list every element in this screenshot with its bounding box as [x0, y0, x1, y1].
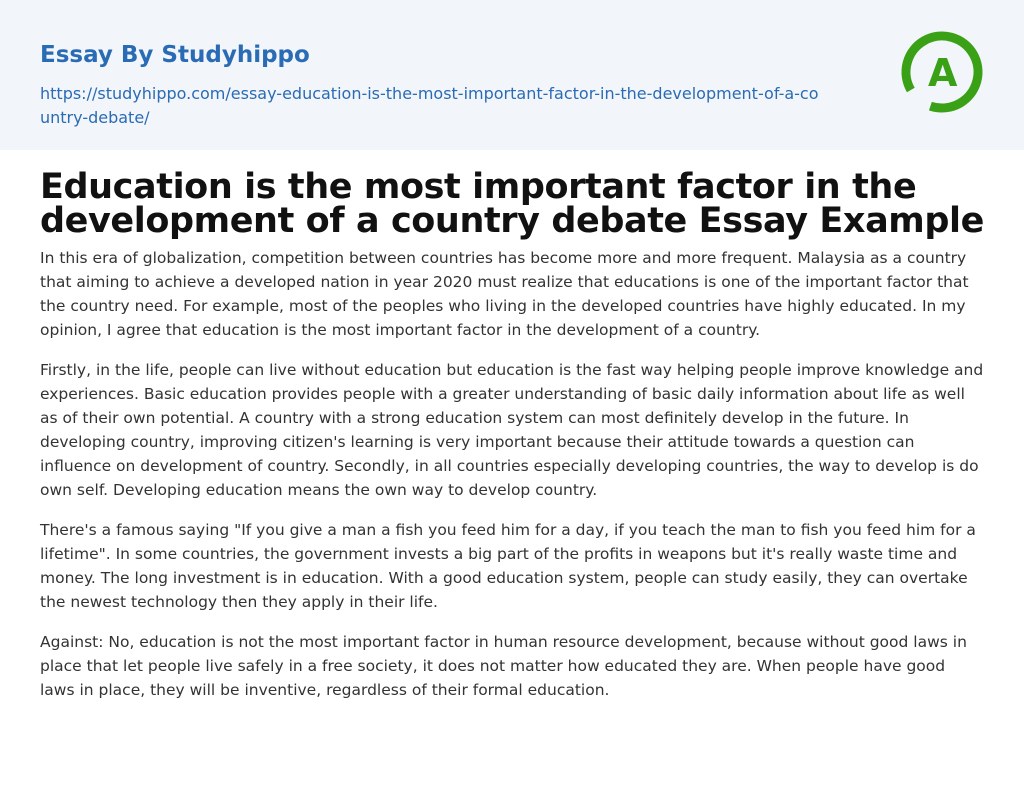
source-url-link[interactable]: https://studyhippo.com/essay-education-is-the-most-important-factor-in-the-development-of-a-country-debate/ [40, 84, 819, 127]
site-header [0, 0, 1024, 150]
article-title: Education is the most important factor in the development of a country debate Essay Example [40, 167, 984, 241]
studyhippo-logo-icon[interactable] [900, 30, 984, 114]
logo-letter: A [928, 51, 958, 95]
paragraph-4: Against: No, education is not the most important factor in human resource development, because without good laws in place that let people live safely in a free society, it does not matter how educated they are. When people have good laws in place, they will be inventive, regardless of their formal education. [40, 633, 967, 699]
paragraph-3: There's a famous saying "If you give a man a fish you feed him for a day, if you teach the man to fish you feed him for a lifetime". In some countries, the government invests a big part of the profits in weapons but it's really waste time and money. The long investment is in education. With a good education system, people can study easily, they can overtake the newest technology then they apply in their life. [40, 521, 976, 611]
article [0, 150, 1024, 702]
brand-title[interactable]: Essay By Studyhippo [40, 42, 310, 68]
paragraph-2: Firstly, in the life, people can live without education but education is the fast way helping people improve knowledge and experiences. Basic education provides people with a greater understanding of basic daily information about life as well as of their own potential. A country with a strong education system can most definitely develop in the future. In developing country, improving citizen's learning is very important because their attitude towards a question can influence on development of country. Secondly, in all countries especially developing countries, the way to develop is do own self. Developing education means the own way to develop country. [40, 361, 984, 499]
paragraph-1: In this era of globalization, competition between countries has become more and more frequent. Malaysia as a country that aiming to achieve a developed nation in year 2020 must realize that educations is one of the important factor that the country need. For example, most of the peoples who living in the developed countries have highly educated. In my opinion, I agree that education is the most important factor in the development of a country. [40, 249, 969, 339]
